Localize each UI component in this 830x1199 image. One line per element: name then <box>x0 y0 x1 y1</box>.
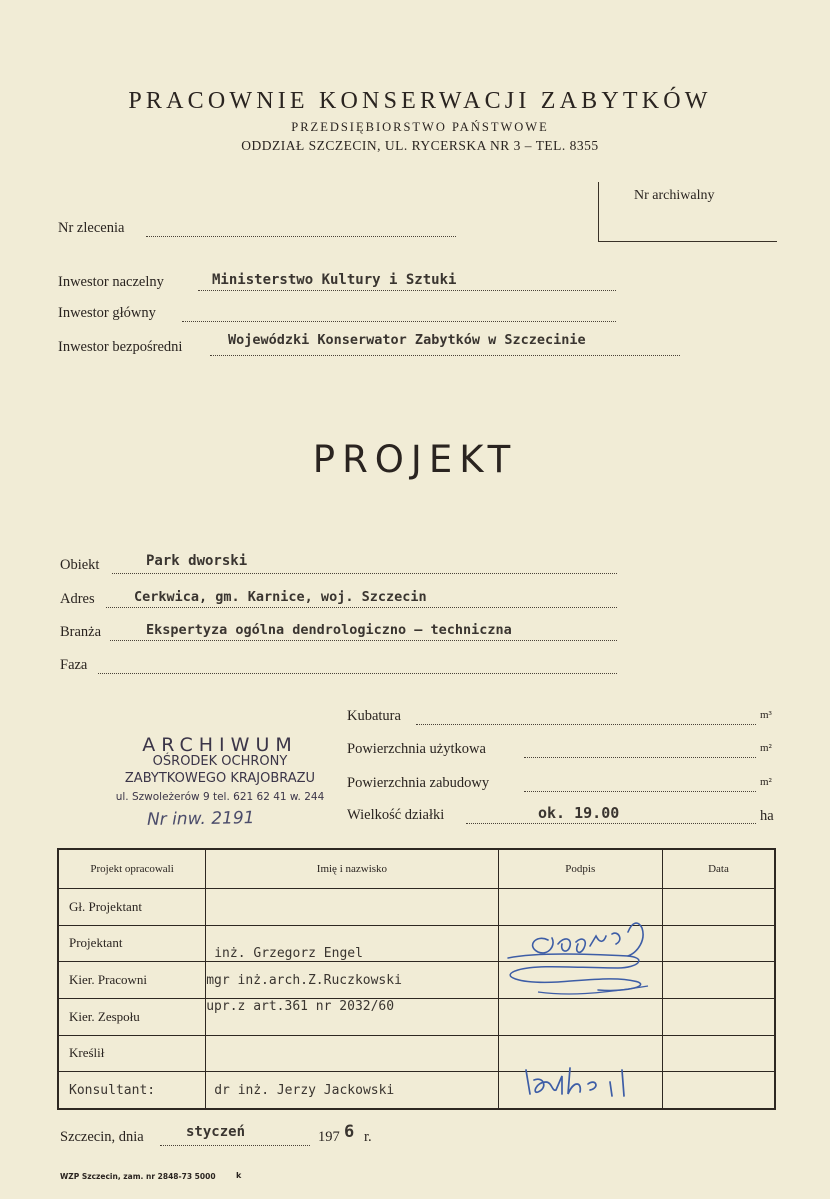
letterhead-title: PRACOWNIE KONSERWACJI ZABYTKÓW <box>128 88 712 114</box>
date-cell <box>662 1035 775 1072</box>
direct-investor-label: Inwestor bezpośredni <box>58 339 183 355</box>
name-cell: inż. Grzegorz Engel <box>206 925 498 962</box>
plot-size-line <box>466 823 756 824</box>
plot-size-value: ok. 19.00 <box>538 804 620 822</box>
print-mark: k <box>236 1171 242 1180</box>
role-cell: Kier. Pracowni <box>58 962 206 999</box>
date-cell <box>662 1072 775 1109</box>
phase-line <box>98 673 617 674</box>
column-header-authors: Projekt opracowali <box>58 849 206 889</box>
archive-stamp-line2: OŚRODEK OCHRONY <box>152 754 288 769</box>
table-header-row <box>58 849 775 889</box>
archive-stamp-address: ul. Szwoleżerów 9 tel. 621 62 41 w. 244 <box>115 791 325 803</box>
role-cell: Kier. Zespołu <box>58 998 206 1035</box>
direct-investor-line <box>210 355 680 356</box>
volume-unit: m³ <box>760 709 772 721</box>
usable-area-line <box>524 757 756 758</box>
built-area-unit: m² <box>760 776 772 788</box>
jackowski-signature-image <box>518 1058 658 1108</box>
object-label: Obiekt <box>60 557 100 573</box>
usable-area-unit: m² <box>760 742 772 754</box>
name-cell: dr inż. Jerzy Jackowski <box>206 1072 498 1109</box>
name-cell <box>206 889 498 926</box>
role-cell: Gł. Projektant <box>58 889 206 926</box>
table-row <box>58 1035 775 1072</box>
print-info: WZP Szczecin, zam. nr 2848-73 5000 <box>60 1172 216 1181</box>
address-value: Cerkwica, gm. Karnice, woj. Szczecin <box>134 589 427 605</box>
project-team-table <box>57 848 776 1110</box>
plot-size-label: Wielkość działki <box>347 807 445 823</box>
letterhead-subtitle: PRZEDSIĘBIORSTWO PAŃSTWOWE <box>291 120 549 134</box>
column-header-name: Imię i nazwisko <box>206 849 498 889</box>
archive-number-label: Nr archiwalny <box>634 188 715 203</box>
archive-stamp-title: ARCHIWUM <box>142 734 298 756</box>
built-area-label: Powierzchnia zabudowy <box>347 775 490 791</box>
name-cell: upr.z art.361 nr 2032/60 <box>206 998 498 1035</box>
branch-line <box>110 640 617 641</box>
role-cell: Kreślił <box>58 1035 206 1072</box>
letterhead-address: ODDZIAŁ SZCZECIN, UL. RYCERSKA NR 3 – TEL. 8355 <box>241 138 599 153</box>
name-cell <box>206 1035 498 1072</box>
date-month-line <box>160 1145 310 1146</box>
date-year-digit: 6 <box>344 1122 355 1142</box>
date-cell <box>662 889 775 926</box>
date-year-prefix: 197 <box>318 1129 340 1145</box>
role-cell: Konsultant: <box>58 1072 206 1109</box>
chief-investor-label: Inwestor naczelny <box>58 274 164 290</box>
direct-investor-value: Wojewódzki Konserwator Zabytków w Szczecinie <box>228 332 586 348</box>
date-cell <box>662 962 775 999</box>
date-cell <box>662 925 775 962</box>
column-header-date: Data <box>662 849 775 889</box>
address-line <box>106 607 617 608</box>
branch-value: Ekspertyza ogólna dendrologiczno – techniczna <box>146 622 512 638</box>
role-cell: Projektant <box>58 925 206 962</box>
chief-investor-line <box>198 290 616 291</box>
volume-line <box>416 724 756 725</box>
date-cell <box>662 998 775 1035</box>
table-row <box>58 1072 775 1109</box>
name-cell: mgr inż.arch.Z.Ruczkowski <box>206 962 498 999</box>
main-investor-line <box>182 321 616 322</box>
handwritten-inventory-number: Nr inw. 2191 <box>146 808 255 830</box>
order-number-line <box>146 236 456 237</box>
object-line <box>112 573 617 574</box>
phase-label: Faza <box>60 657 88 673</box>
object-value: Park dworski <box>146 553 248 569</box>
engel-signature-image <box>478 912 668 1007</box>
date-year-suffix: r. <box>364 1129 372 1145</box>
chief-investor-value: Ministerstwo Kultury i Sztuki <box>212 272 457 288</box>
document-title: PROJEKT <box>312 438 518 481</box>
volume-label: Kubatura <box>347 708 401 724</box>
date-place-label: Szczecin, dnia <box>60 1129 144 1145</box>
order-number-label: Nr zlecenia <box>58 220 125 236</box>
date-month-value: styczeń <box>186 1124 246 1140</box>
address-label: Adres <box>60 591 95 607</box>
column-header-signature: Podpis <box>498 849 662 889</box>
plot-size-unit: ha <box>760 808 774 824</box>
branch-label: Branża <box>60 624 102 640</box>
usable-area-label: Powierzchnia użytkowa <box>347 741 486 757</box>
main-investor-label: Inwestor główny <box>58 305 156 321</box>
built-area-line <box>524 791 756 792</box>
archive-stamp-line3: ZABYTKOWEGO KRAJOBRAZU <box>124 771 316 786</box>
